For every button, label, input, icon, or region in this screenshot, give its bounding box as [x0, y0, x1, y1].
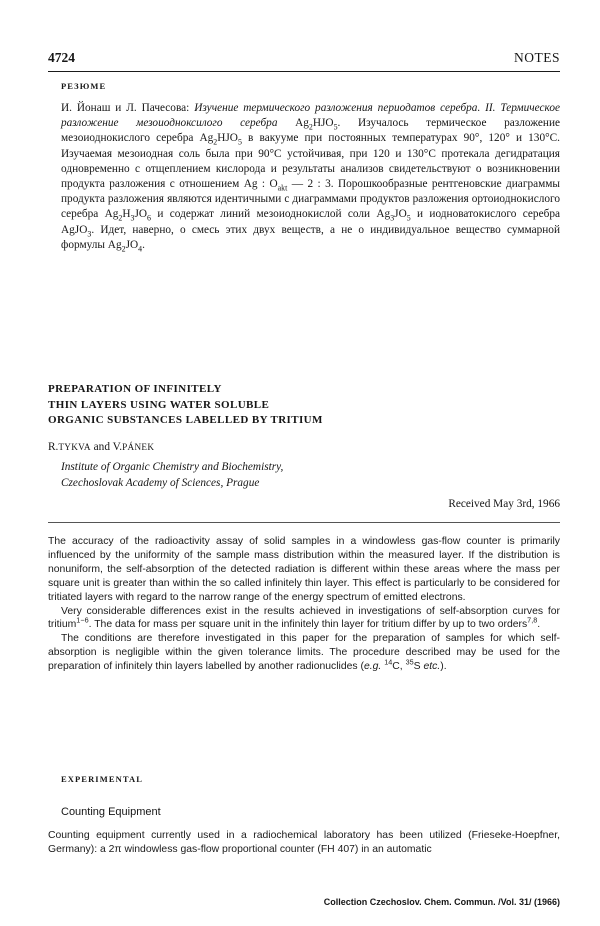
journal-footer: Collection Czechoslov. Chem. Commun. /Vol. 31/ (1966): [323, 897, 560, 907]
resume-paragraph: И. Йонаш и Л. Пачесова: Изучение термического разложения периодатов серебра. II. Термическое разложение мезоиодноксилого серебра $Ag_2HJO_5$. Изучалось термическое разложение мезоиоднокислого серебра $Ag_2HJO_5$ в вакууме при постоянных температурах 90°, 120° и 130°С. Изучаемая мезоиодная соль была при 90°С устойчивая, при 120 и 130°С протекала дегидратация одновременно с отщеплением кислорода и результаты анализов свидетельствуют о возникновении продукта разложения с отношением Ag : $O_{akt}$ — 2 : 3. Порошкообразные рентгеновские диаграммы продукта разложения являются идентичными с диаграммами продуктов разложения ортоиоднокислого серебра $Ag_2H_3JO_6$ и содержат линий мезоиоднокислой соли $Ag_3JO_5$ и иодноватокислого серебра AgJO$_3$. Идет, наверно, о смесь этих двух веществ, а не о индивидуальное вещество суммарной формулы $Ag_2JO_4$.: [61, 102, 561, 254]
title-line: ORGANIC SUBSTANCES LABELLED BY TRITIUM: [48, 414, 323, 426]
running-head: [48, 50, 560, 72]
title-line: PREPARATION OF INFINITELY: [48, 383, 222, 395]
page: [48, 50, 561, 907]
body-paragraph: The conditions are therefore investigated in this paper for the preparation of samples for which self-absorption is negligible within the given tolerance limits. The procedure described may be used for the preparation of infinitely thin layers labelled by another radionuclides (e.g. $^{14}$C, $^{35}$S etc.).: [48, 633, 560, 673]
reference: 1−6: [76, 615, 89, 625]
author-name: PÁNEK: [122, 442, 155, 452]
article-body-continued: [48, 829, 560, 857]
body-paragraph: Counting equipment currently used in a radiochemical laboratory has been utilized (Frieseke-Hoepfner, Germany): a 2π windowless gas-flow proportional counter (FH 407) in an automatic: [48, 830, 560, 855]
divider: [48, 522, 560, 523]
title-line: THIN LAYERS USING WATER SOLUBLE: [48, 398, 270, 411]
affiliation: Institute of Organic Chemistry and Biochemistry, Czechoslovak Academy of Sciences, Prague: [61, 461, 284, 489]
body-paragraph: Very considerable differences exist in the results achieved in investigations of self-absorption curves for tritium$^{1-6}$. The data for mass per square unit in the infinitely thin layer for tritium differ by up to two orders$^{7,8}$.: [48, 605, 560, 631]
resume-authors: И. Йонаш и Л. Пачесова:: [61, 102, 190, 114]
article-authors: R.TYKVA and V.PÁNEK: [48, 441, 155, 453]
resume-title: Изучение термического разложения периодатов серебра. II. Термическое разложение мезоиодноксилого серебра: [61, 102, 561, 130]
article-body: [48, 535, 560, 674]
body-paragraph: The accuracy of the radioactivity assay of solid samples in a windowless gas-flow counter is primarily influenced by the uniformity of the sample mass distribution within the measured layer. If the distribution is nonuniform, the self-absorption of the detected radiation is different within these areas where the mass per square unit is greater than within the so called infinitely thin layer. This effect is particularly to be considered for tritiated layers with regard to the narrow range of the energy spectrum of emitted electrons.: [48, 536, 560, 603]
section-name: NOTES: [514, 50, 560, 65]
resume-heading: РЕЗЮМЕ: [61, 81, 107, 91]
reference: 7,8: [527, 615, 538, 625]
received-date: Received May 3rd, 1966: [448, 498, 560, 510]
page-number: 4724: [48, 50, 75, 65]
author-name: TYKVA: [58, 442, 91, 452]
experimental-heading: EXPERIMENTAL: [61, 774, 143, 784]
subheading: Counting Equipment: [61, 806, 161, 818]
article-title: [48, 382, 560, 429]
